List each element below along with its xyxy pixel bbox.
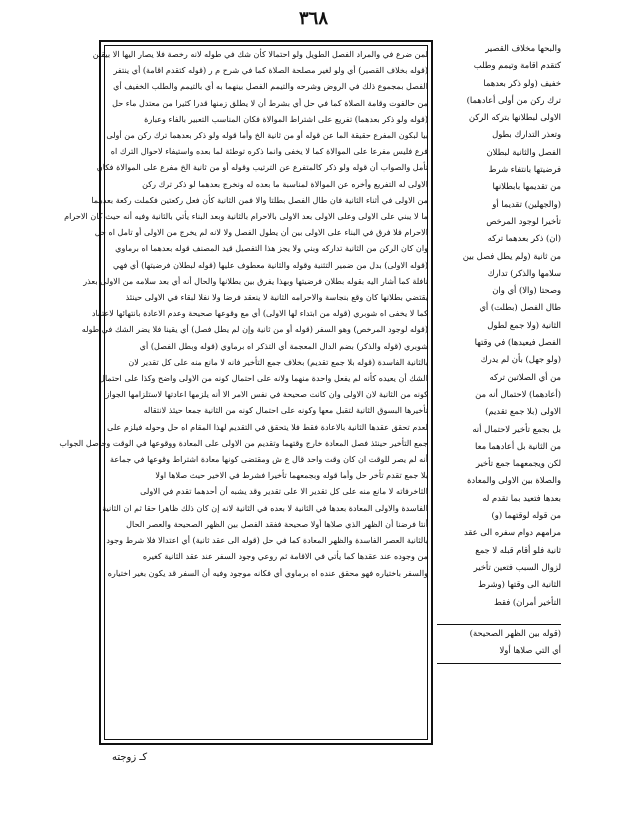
main-text-line: فرع فليس مفرعا على الموالاة كما لا يخفى وانما ذكره توطئة لما بعده واستيفاء لاحوال الترك اه [110, 146, 428, 157]
main-text-line: الثاخرفاته لا مانع منه على كل تقدير الا على تقدير وقد يشبه أن أحدهما تقدم في الاولى [140, 486, 428, 497]
margin-box-line: (قوله بين الظهر الصحيحة) [469, 628, 561, 638]
margin-text-line: سلامها والذكر) تدارك [487, 267, 561, 278]
page-number: ٣٦٨ [298, 8, 328, 29]
margin-text-line: فرضيتها بانتفاء شرط [488, 164, 561, 175]
main-text-line: الشك أن يعيده كأنه لم يفعل واحدة منهما ولانه على احتمال كونه من الاولى واضح وكذا على احتمال [99, 373, 428, 384]
main-text-line: من الاولى في أثناء الثانية فان طال الفصل بطلتا والا فمن الثانية كأن فعل ركعتين فكملت ركعة بعدهما [91, 194, 428, 205]
margin-text-line: الاولى (بلا جمع تقديم) [485, 406, 561, 417]
main-text-line: أنتا فرضنا أن الظهر الذي صلاها أولا صحيحة ففقد الفصل بين الظهر الصحيحة والعصر الحال [126, 518, 428, 529]
margin-box-line: أي التي صلاها أولا [499, 645, 561, 655]
margin-note-box [437, 624, 561, 664]
margin-text-line: من تقديمها بابطلانها [492, 181, 561, 192]
main-text-line: لعدم تحقق عقدها الثانية بالاعادة فقط فلا يتحقق في التقديم لهذا المقام اه حل وحوله فيلزم على [107, 421, 428, 432]
margin-text-line: لكن ويجمعهما جمع تأخير [475, 458, 561, 469]
main-text-line: جمع التأخير حينئذ فصل المعادة خارج وقتهما وتقديم من الاولى على المعادة ووقوعها في الوقت وحاصل الجواب [59, 437, 428, 448]
margin-text-line: والبحها مخلاف القصير [485, 43, 561, 53]
main-text-line: نافلة كما أشار اليه بقوله بطلان فرضيتها وبهذا يفرق بين بطلانها والحال أنه أي بعد سلامه من الاولى بعذر [83, 275, 428, 286]
main-text-line: (قوله بخلاف القصير) أي ولو لغير مصلحة الصلاة كما في شرح م ر (قوله كتقدم اقامة) أي ينتفر [113, 65, 428, 76]
main-text-line: (قوله لوجود المرخص) وهو السفر (قوله أو من ثانية وإن لم يطل فصل) أي يقينا فلا يضر الشك في طوله [81, 324, 428, 335]
margin-text-line: (ولو جهل) بأن لم يدرك [480, 354, 561, 365]
main-text-line: بيا لبكون المفرع حقيقة الما عن قوله أو من ثانية الخ وأما قوله ولو ذكر بعدهما ترك ركن من أولى [106, 130, 428, 141]
main-text-line: (قوله ولو ذكر بعدهما) تفريع على اشتراط الموالاة فكان المناسب التعبير بالفاء وعبارة [144, 113, 428, 124]
margin-text-line: الفصل فيعيدها) في وقتها [474, 337, 561, 348]
main-text-line: تأمل والصواب أن قوله ولو ذكر كالمتفرع عن الترتيب وقوله أو من ثانية الخ مفرع على الموالاة فكان [96, 162, 428, 173]
margin-text-line: بل بجمع تأخير لاحتمال أنه [472, 423, 561, 434]
margin-text-line: (أعادهما) لاحتمال أنه من [475, 388, 561, 399]
main-text-line: الاحرام فلا فرق في البناء على الاولى بين أن يطول الفصل ولا لانه لم يخرج من الاولى أو تامل اه حل [94, 227, 428, 238]
margin-text-line: وصحتا (والا) أي وان [492, 285, 561, 296]
main-text-line: لمن ضرع في والمراد الفصل الطويل ولو احتمالا كأن شك في طوله لانه رخصة فلا يصار اليها الا بيقين [92, 49, 428, 59]
main-commentary [59, 46, 428, 740]
margin-text-line: تأخيرا لوجود المرخص [486, 215, 561, 226]
main-text-line: شوبري (قوله والذكر) بضم الدال المعجمة أي التذكر اه برماوي (قوله وبطل الفصل) أي [139, 340, 428, 351]
margin-text-line: (والجهلين) تقديما أو [492, 198, 561, 209]
margin-text-line: الفصل والثانية لبطلان [486, 146, 561, 157]
main-text-line: تأخيرها البسوق الثانية لتقبل معها وكونه على احتمال كونه من الثانية جمعا حيئذ لانتقاله [143, 405, 428, 416]
margin-text-line: وتعذر التدارك بطول [492, 129, 561, 140]
margin-text-line: ثانية فلو أقام قبله لا جمع [475, 544, 561, 555]
margin-text [437, 40, 561, 610]
main-text-line: من وجوده عند عقدها كما يأتي في الاقامة ثم روعي وجود السفر عند عقد الثانية كغيره [142, 551, 428, 562]
margin-text-line: والصلاة بين الاولى والمعادة [467, 475, 561, 486]
margin-text-line: الثانية (ولا جمع لطول [487, 319, 561, 330]
margin-text-line: من ثانية (ولم يطل فصل بين [462, 250, 561, 261]
margin-text-line: الثانية الى وقتها (وشرط [478, 579, 561, 590]
margin-text-line: من قوله لوقتهما (و) [491, 510, 561, 521]
margin-text-line: طال الفصل (بطلت) أي [479, 302, 561, 313]
main-text-line: الفاسدة والاولى المعادة بعدها في الثانية لا بعده في الثانية لانه إن كان ذلك ظاهرا حقا ثم ان الثانية [102, 502, 428, 513]
margin-text-line: كتقدم اقامة وتيمم وطلب [473, 60, 561, 71]
main-text-line: وان كان الركن من الثانية تداركه وبني ولا يجز هذا التفصيل قيد المصنف قوله بعدهما اه برماوي [115, 243, 428, 254]
margin-text-line: ترك ركن من أولى أعادهما) [466, 94, 561, 105]
catchword: كـ زوجته [112, 752, 148, 763]
main-text-line: بالثانية الفاسدة (قوله بلا جمع تقديم) بخلاف جمع التأخير فانه لا مانع منه على كل تقدير لان [128, 356, 428, 367]
margin-text-line: مرامهم دوام سفره الى عقد [463, 527, 561, 538]
margin-text-line: لزوال السبب فتعين تأخير [473, 561, 561, 572]
main-text-line: الفصل بمجموع ذلك في الروض وشرحه والتيمم الفصل بينهما به أي بالتيمم والطلب الخفيف أي [113, 81, 428, 92]
margin-text-line: (ان) ذكر بعدهما تركه [487, 233, 561, 244]
margin-text-line: من الثانية بل أعادهما معا [475, 440, 561, 451]
main-text-line: كما لا يخفى اه شوبري (قوله من ابتداء لها الاولى) أي مع وقوعها صحيحة وعدم الاعادة بانتهائها لاعتقاد [91, 308, 428, 319]
main-text-line: (قوله الاولى) بدل من ضمير التثنية وقوله والثانية معطوف عليها (قوله لبطلان فرضيتها) أي فهي [113, 259, 428, 270]
main-text-line: والسفر باختياره فهو محقق عنده اه برماوي أي فكانه موجود وفيه أن السفر قد يكون بغير اختياره [107, 567, 428, 578]
margin-text-line: التأخير أمران) فقط [494, 596, 561, 607]
margin-text-line: بعدها فتعيد بما تقدم له [482, 492, 561, 503]
main-text-line: بالثانية العصر الفاسدة والظهر المعادة كما في حل (قوله الى عقد ثانية) أي اعتدالا فلا شرط وجود [106, 535, 428, 546]
main-text-line: كونه من الثانية لان الاولى وان كانت صحيحة في نفس الامر الا أنه يلزمها اعادتها لاستلزامها الجواز [105, 389, 428, 400]
margin-text-line: الاولى لبطلانها بتركه الركن [468, 112, 561, 123]
main-text-line: ما لا يبني على الاولى وعلى الاولى بعد الاولى بالاحرام بالثانية وبعد البناء يأتي بالثانية وفيه أنه حيث كان الاحرام [64, 211, 428, 222]
main-text-line: الاولى له التفريع وأخره عن الموالاة لمناسبة ما بعده له ونخرج بعدهما لو ذكر ترك ركن [142, 178, 428, 189]
main-text-line: يقتضي بطلانها كان وقع بنجاسة والاحرامه الثانية لا ينعقد فرضا ولا نفلا لبقاء في الاولى حينئذ [125, 292, 428, 303]
main-text-line: من حالفوت وقامة الصلاة كما في حل أي بشرط أن لا يطلق زمنها قدرا كثيرا من معتدل ماء حل [112, 97, 428, 108]
main-text-line: بلا جمع تقدم تأخر حل وأما قوله وبجمعهما تأخيرا فشرط في الاخير حيث صلاها اولا [155, 470, 428, 481]
main-text-line: أنه لم يصر للوقت ان كان وقت واحد قال ع ش ومقتضى كونها معادة اشتراط وقوعها في جماعة [110, 454, 428, 465]
margin-text-line: من أي الصلاتين تركه [489, 371, 561, 382]
margin-text-line: خفيف (ولو ذكر بعدهما [483, 77, 561, 88]
